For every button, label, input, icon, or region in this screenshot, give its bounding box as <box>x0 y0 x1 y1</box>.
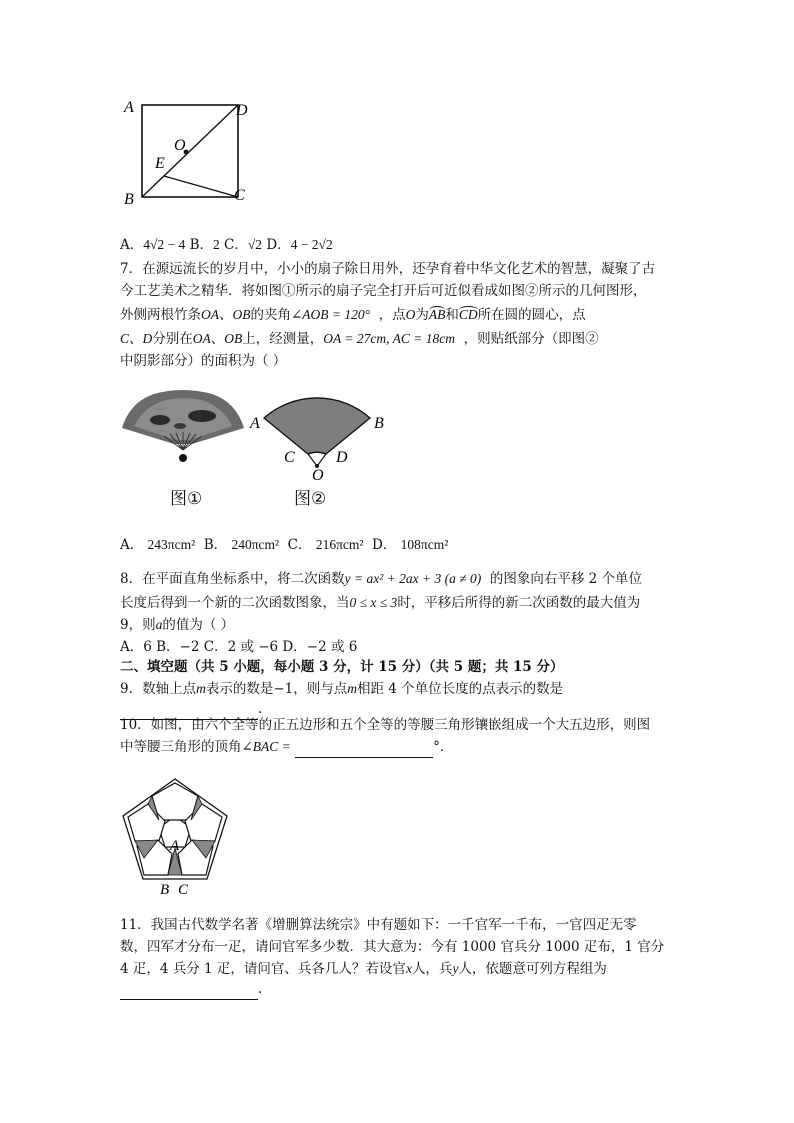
q7-text: 所在圆的圆心，点 <box>477 307 586 323</box>
q8-text: 时，平移后所得的新二次函数的最大值为 <box>397 595 641 611</box>
q8-text: 9，则 <box>120 617 156 633</box>
q11-line2: 数，四军才分布一疋，请问官军多少数．其大意为：今有 1000 官兵分 1000 疋布，1 官分 <box>120 939 665 955</box>
q7-line4 <box>120 328 599 350</box>
fig1-caption: 图① <box>170 489 203 509</box>
q7-option-c-value: 216πcm² <box>315 537 364 552</box>
q7-math-oa-ob: OA、OB <box>201 307 251 322</box>
period: . <box>258 701 263 717</box>
q7-math-angle: ∠AOB = 120° <box>291 307 371 322</box>
q7-line1: 7．在源远流长的岁月中，小小的扇子除日用外，还孕育着中华文化艺术的智慧，凝聚了古 <box>120 261 656 277</box>
q11-text: 4 疋，4 兵分 1 疋，请问官、兵各几人？若设官 <box>120 961 406 977</box>
q11-text: 人，依题意可列方程组为 <box>458 961 607 977</box>
q8-options: A．6 B．−2 C．2 或 −6 D．−2 或 6 <box>120 639 358 655</box>
q7-math-cd-points: C、D <box>120 331 153 346</box>
label-O: O <box>174 137 186 154</box>
label-C: C <box>178 882 189 896</box>
fan-sector-figure <box>246 380 396 480</box>
q6-option-d-value: 4 − 2√2 <box>290 237 333 252</box>
q6-option-b-letter: B． <box>189 237 213 253</box>
q6-option-b-value: 2 <box>213 237 220 252</box>
q8-math-range: 0 ≤ x ≤ 3 <box>349 595 398 610</box>
q10-math-angle: ∠BAC = <box>241 739 291 754</box>
q9-text: 相距 4 个单位长度的点表示的数是 <box>357 681 564 697</box>
q9-text: 表示的数是−1，则与点 <box>205 681 348 697</box>
label-B: B <box>160 882 170 896</box>
q11-line1: 11．我国古代数学名著《增删算法统宗》中有题如下：一千官军一千布，一官四疋无零 <box>120 917 637 933</box>
q8-line3 <box>120 614 234 636</box>
q7-text: 外侧两根竹条 <box>120 307 201 323</box>
q7-option-d-value: 108πcm² <box>400 537 449 552</box>
q6-options <box>120 234 333 256</box>
label-D: D <box>336 449 348 466</box>
label-O: O <box>312 467 324 480</box>
q9-line1 <box>120 678 563 700</box>
q7-option-a-letter: A． <box>120 537 144 553</box>
q8-math-a: a <box>155 617 163 632</box>
q7-text: 、 <box>210 331 225 347</box>
q7-line5: 中阴影部分）的面积为（ ） <box>120 353 287 369</box>
q7-options <box>120 534 448 556</box>
label-B: B <box>124 191 134 208</box>
q9-text: 9．数轴上点 <box>120 681 197 697</box>
fan-photo-figure <box>120 386 246 468</box>
q10-line1: 10．如图，由六个全等的正五边形和五个全等的等腰三角形镶嵌组成一个大五边形，则图 <box>120 717 651 733</box>
q11-math-y: y <box>452 961 459 976</box>
q7-math-ob: OB <box>224 331 243 346</box>
label-A: A <box>124 99 134 116</box>
q7-math-o: O <box>405 307 416 322</box>
q7-line3 <box>120 304 586 326</box>
q11-text: 人，兵 <box>411 961 453 977</box>
q8-text: 8．在平面直角坐标系中，将二次函数 <box>120 571 345 587</box>
q6-option-d-letter: D． <box>266 237 291 253</box>
q8-line2 <box>120 592 640 614</box>
q6-option-c-letter: C． <box>224 237 248 253</box>
label-C: C <box>284 449 295 466</box>
q7-option-c-letter: C． <box>287 537 312 553</box>
period: . <box>258 981 263 997</box>
q9-math-m: m <box>347 681 357 696</box>
q7-math-arc-cd: CD <box>458 307 478 322</box>
q6-option-c-value: √2 <box>247 237 263 252</box>
q7-option-b-value: 240πcm² <box>231 537 280 552</box>
q7-math-measure: OA = 27cm, AC = 18cm <box>323 331 455 346</box>
pentagon-figure <box>118 774 234 896</box>
label-D: D <box>236 102 248 119</box>
answer-blank[interactable] <box>120 985 258 1000</box>
answer-blank[interactable] <box>295 743 433 758</box>
q8-math-function: y = ax² + 2ax + 3 (a ≠ 0) <box>344 571 482 586</box>
q7-text: 的夹角 <box>250 307 291 323</box>
q8-text: 的图象向右平移 2 个单位 <box>489 571 642 587</box>
section-heading: 二、填空题（共 5 小题，每小题 3 分，计 15 分）（共 5 题；共 15 分） <box>120 659 564 675</box>
q7-line2: 今工艺美术之精华．将如图①所示的扇子完全打开后可近似看成如图②所示的几何图形， <box>120 283 647 299</box>
q8-line1 <box>120 568 642 590</box>
q7-math-arc-ab: AB <box>428 307 446 322</box>
q10-text: 中等腰三角形的顶角 <box>120 739 242 755</box>
q6-option-a-value: 4√2 − 4 <box>143 237 186 252</box>
square-figure <box>118 96 258 216</box>
q9-math-m: m <box>196 681 206 696</box>
q7-option-b-letter: B． <box>203 537 228 553</box>
q7-text: 上，经测量， <box>242 331 324 347</box>
q7-math-oa: OA <box>192 331 211 346</box>
q8-text: 的值为（ ） <box>162 617 235 633</box>
q11-math-x: x <box>405 961 412 976</box>
q10-text: °． <box>433 739 454 755</box>
q7-text: ，点 <box>378 307 406 323</box>
label-C: C <box>234 187 245 204</box>
fig2-caption: 图② <box>294 489 327 509</box>
label-A: A <box>170 838 180 854</box>
q7-text: 分别在 <box>152 331 193 347</box>
label-E: E <box>155 155 165 172</box>
q6-option-a-letter: A． <box>120 237 144 253</box>
q7-option-a-value: 243πcm² <box>147 537 196 552</box>
q7-text: 和 <box>445 307 459 323</box>
label-B: B <box>374 415 384 432</box>
q11-answer-line[interactable] <box>120 978 262 1000</box>
q7-option-d-letter: D． <box>372 537 397 553</box>
label-A: A <box>250 415 260 432</box>
q8-text: 长度后得到一个新的二次函数图象，当 <box>120 595 350 611</box>
q11-line3 <box>120 958 607 980</box>
q10-line2 <box>120 736 453 758</box>
q7-text: 为 <box>415 307 429 323</box>
q7-text: ，则贴纸部分（即图② <box>463 331 599 347</box>
